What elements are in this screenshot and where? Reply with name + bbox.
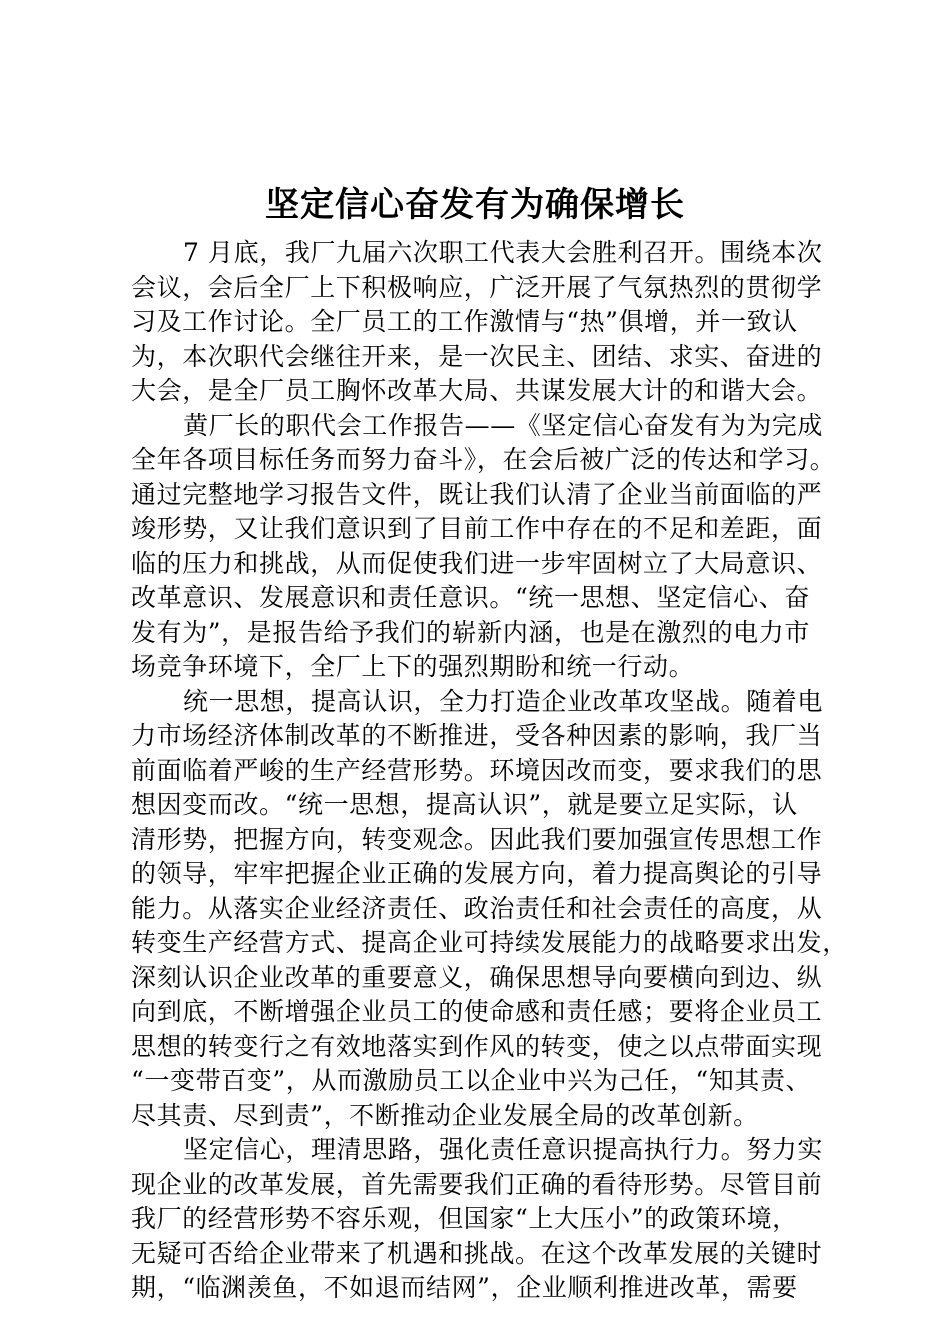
paragraph-4-line: 现企业的改革发展，首先需要我们正确的看待形势。尽管目前 — [131, 1169, 823, 1199]
paragraph-2-line: 全年各项目标任务而努力奋斗》，在会后被广泛的传达和学习。 — [131, 445, 836, 474]
paragraph-3-line: “一变带百变”，从而激励员工以企业中兴为己任，“知其责、 — [131, 1066, 812, 1095]
paragraph-3-line: 清形势，把握方向，转变观念。因此我们要加强宣传思想工作 — [131, 824, 823, 854]
document-body — [131, 236, 848, 1306]
paragraph-2-line: 发有为”，是报告给予我们的崭新内涵，也是在激烈的电力市 — [131, 617, 810, 647]
paragraph-1-line: 习及工作讨论。全厂员工的工作激情与“热”俱增，并一致认 — [131, 307, 798, 336]
paragraph-3-line: 转变生产经营方式、提高企业可持续发展能力的战略要求出发， — [131, 928, 848, 957]
paragraph-3-line: 想因变而改。“统一思想，提高认识”，就是要立足实际，认 — [131, 790, 798, 819]
paragraph-3-line: 力市场经济体制改革的不断推进，受各种因素的影响，我厂当 — [131, 721, 823, 750]
paragraph-3-line: 前面临着严峻的生产经营形势。环境因改而变，要求我们的思 — [131, 755, 823, 785]
paragraph-4-line: 坚定信心，理清思路，强化责任意识提高执行力。努力实 — [183, 1135, 824, 1164]
paragraph-3-line: 向到底，不断增强企业员工的使命感和责任感；要将企业员工 — [131, 997, 823, 1026]
paragraph-4-line: 我厂的经营形势不容乐观，但国家“上大压小”的政策环境， — [131, 1204, 798, 1233]
paragraph-2-line: 改革意识、发展意识和责任意识。“统一思想、坚定信心、奋 — [131, 583, 810, 612]
paragraph-3-line: 的领导，牢牢把握企业正确的发展方向，着力提高舆论的引导 — [131, 859, 823, 888]
paragraph-3-line: 能力。从落实企业经济责任、政治责任和社会责任的高度，从 — [131, 893, 823, 923]
paragraph-2-line: 通过完整地学习报告文件，既让我们认清了企业当前面临的严 — [131, 479, 823, 509]
paragraph-3-line: 尽其责、尽到责”，不断推动企业发展全局的改革创新。 — [131, 1100, 759, 1130]
paragraph-1-line: 大会，是全厂员工胸怀改革大局、共谋发展大计的和谐大会。 — [131, 376, 823, 405]
paragraph-2-line: 黄厂长的职代会工作报告——《坚定信心奋发有为为完成 — [183, 410, 824, 440]
paragraph-4-line: 无疑可否给企业带来了机遇和挑战。在这个改革发展的关键时 — [131, 1238, 823, 1268]
paragraph-2-line: 场竞争环境下，全厂上下的强烈期盼和统一行动。 — [131, 652, 695, 681]
paragraph-4-line: 期，“临渊羡鱼，不如退而结网”，企业顺利推进改革，需要 — [131, 1273, 798, 1302]
document-title: 坚定信心奋发有为确保增长 — [265, 185, 685, 225]
paragraph-3-line: 深刻认识企业改革的重要意义，确保思想导向要横向到边、纵 — [131, 962, 823, 992]
paragraph-2-line: 临的压力和挑战，从而促使我们进一步牢固树立了大局意识、 — [131, 548, 823, 578]
paragraph-2-line: 竣形势，又让我们意识到了目前工作中存在的不足和差距，面 — [131, 514, 823, 543]
paragraph-1-line: 为，本次职代会继往开来，是一次民主、团结、求实、奋进的 — [131, 341, 823, 371]
paragraph-1-line: 会议，会后全厂上下积极响应，广泛开展了气氛热烈的贯彻学 — [131, 272, 823, 302]
paragraph-3-line: 思想的转变行之有效地落实到作风的转变，使之以点带面实现 — [131, 1031, 823, 1061]
paragraph-3-line: 统一思想，提高认识，全力打造企业改革攻坚战。随着电 — [183, 686, 824, 716]
paragraph-1-line: 7 月底，我厂九届六次职工代表大会胜利召开。围绕本次 — [183, 238, 823, 267]
